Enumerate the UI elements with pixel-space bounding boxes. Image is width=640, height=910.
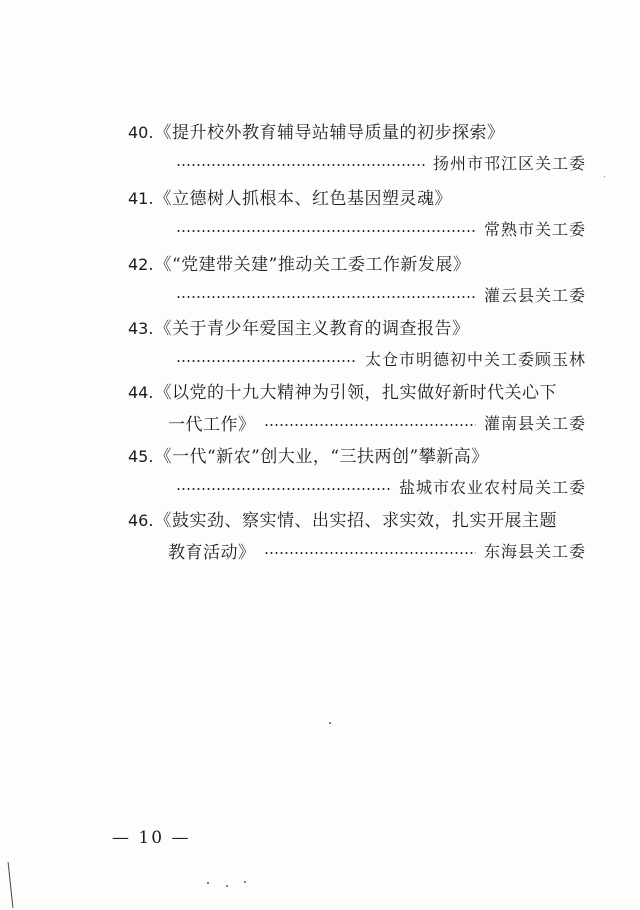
entry-author-line — [128, 279, 586, 309]
entry-title — [128, 507, 586, 535]
entry-title-continuation: 一代工作》 — [168, 414, 256, 435]
entry-title-text: 《关于青少年爱国主义教育的调查报告》 — [154, 319, 470, 339]
scan-edge-mark — [8, 862, 14, 908]
entry-author-line — [128, 471, 586, 501]
scan-speck — [329, 722, 331, 724]
leader-dots — [264, 424, 476, 426]
entry-author-line — [128, 343, 586, 373]
leader-dots — [176, 230, 476, 232]
entry-title-text: 《鼓实劲、察实情、出实招、求实效，扎实开展主题 — [154, 511, 557, 531]
leader-dots — [176, 164, 425, 166]
scan-speck — [226, 885, 228, 887]
entry-title-text: 《“党建带关建”推动关工委工作新发展》 — [154, 255, 471, 275]
leader-dots — [176, 360, 357, 362]
toc-entry-43 — [128, 315, 586, 373]
entry-author: 东海县关工委 — [483, 541, 586, 561]
entry-author: 扬州市邗江区关工委 — [432, 153, 586, 173]
entry-title-text: 《一代“新农”创大业，“三扶两创”攀新高》 — [154, 447, 489, 467]
entry-title-continuation: 教育活动》 — [168, 542, 256, 563]
entry-number: 40. — [128, 123, 154, 142]
entry-number: 46. — [128, 511, 154, 530]
entry-title — [128, 251, 586, 279]
entry-author-line — [128, 535, 586, 565]
entry-title — [128, 119, 586, 147]
toc-entry-45 — [128, 443, 586, 501]
entry-number: 43. — [128, 319, 154, 338]
entry-author-line — [128, 407, 586, 437]
toc-entry-40 — [128, 119, 586, 177]
scan-speck — [604, 176, 605, 177]
entry-author-line — [128, 147, 586, 177]
entry-author: 常熟市关工委 — [483, 219, 586, 239]
entry-author: 灌云县关工委 — [483, 285, 586, 305]
entry-title — [128, 379, 586, 407]
scan-speck — [207, 882, 209, 884]
entry-author: 太仓市明德初中关工委顾玉林 — [364, 349, 586, 369]
entry-number: 42. — [128, 255, 154, 274]
entry-title-text: 《以党的十九大精神为引领，扎实做好新时代关心下 — [154, 383, 557, 403]
toc-entry-44 — [128, 379, 586, 437]
page-number: — 10 — — [112, 828, 191, 848]
scan-speck — [244, 881, 246, 883]
toc-entry-42 — [128, 251, 586, 309]
entry-title-text: 《提升校外教育辅导站辅导质量的初步探索》 — [154, 123, 505, 143]
entry-number: 44. — [128, 383, 154, 402]
entry-author-line — [128, 213, 586, 243]
leader-dots — [176, 488, 391, 490]
entry-title — [128, 185, 586, 213]
entry-title — [128, 443, 586, 471]
entry-title-text: 《立德树人抓根本、红色基因塑灵魂》 — [154, 189, 452, 209]
entry-number: 41. — [128, 189, 154, 208]
toc-entry-46 — [128, 507, 586, 565]
entry-title — [128, 315, 586, 343]
leader-dots — [176, 296, 476, 298]
entry-author: 盐城市农业农村局关工委 — [398, 477, 586, 497]
entry-number: 45. — [128, 447, 154, 466]
leader-dots — [264, 552, 476, 554]
entry-author: 灌南县关工委 — [483, 413, 586, 433]
toc-entry-41 — [128, 185, 586, 243]
